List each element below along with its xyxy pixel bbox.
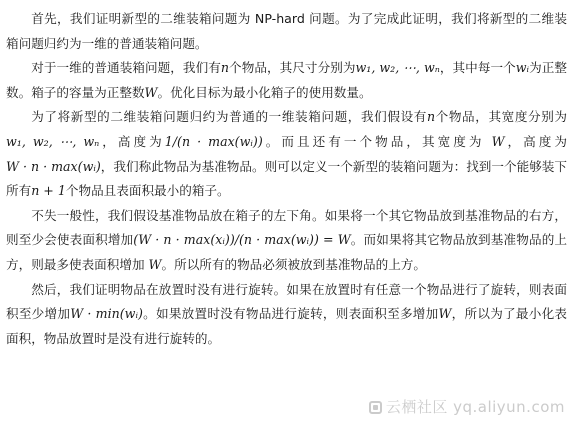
text-run: 不失一般性，我们假设基准物品放在箱子的左下角。如果将一个其它物品放到基准物品的右方，则至少会使表面积增加 [6,207,567,248]
math-expression: n + 1 [31,183,66,199]
watermark [369,396,565,417]
text-run: 。而且还有一个物品，其宽度为 [262,133,492,149]
text-run: 个物品，其尺寸分别为 [229,60,356,76]
text-run: ，高度为 [504,133,568,149]
math-expression: W [148,256,162,272]
text-run: 。而如果将其它物品放到基准物品的上方，则最多使表面积增加 [6,232,568,272]
math-expression: w₁, w₂, ⋯, wₙ [355,60,440,76]
text-run: 为了将新型的二维装箱问题归约为普通的一维装箱问题，我们假设有 [31,109,427,125]
math-expression: 1/(n · max(wᵢ)) [164,133,263,149]
math-expression: W · n · max(wᵢ) [6,158,101,174]
paragraph-1 [6,7,567,56]
text-run: 个物品且表面积最小的箱子。 [65,183,230,199]
math-expression: (W · n · max(xᵢ))/(n · max(wᵢ)) = W [133,232,351,248]
text-run: 为正整数。箱子的容量为正整数 [6,60,568,100]
text-run: ，所以为了最小化表面积，物品放置时是没有进行旋转的。 [6,306,568,346]
text-run: ，高度为 [99,133,165,149]
math-expression: W [144,84,158,100]
math-expression: n [426,109,436,125]
watermark-text: 云栖社区 yq.aliyun.com [385,398,565,416]
math-expression: W [438,306,452,322]
paragraph-3 [6,105,567,203]
paragraph-4 [6,204,567,278]
text-run: 然后，我们证明物品在放置时没有进行旋转。如果在放置时有任意一个物品进行了旋转，则表面积至少增加 [6,281,567,322]
text-run: ，其中每一个 [439,60,516,76]
paragraph-5 [6,278,567,352]
text-run: 个物品，其宽度分别为 [435,109,568,125]
text-run: 。优化目标为最小化箱子的使用数量。 [157,84,372,100]
text-run: ，我们称此物品为基准物品。则可以定义一个新型的装箱问题为：找到一个能够装下所有 [6,158,567,199]
math-expression: n [220,60,229,76]
math-expression: w₁, w₂, ⋯, wₙ [6,133,100,149]
math-expression: W · min(wᵢ) [70,306,143,322]
text-run: 对于一维的普通装箱问题，我们有 [31,60,221,76]
text-run: 。所以所有的物品必须被放到基准物品的上方。 [161,256,426,272]
text-run: 首先，我们证明新型的二维装箱问题为 NP-hard 问题。为了完成此证明，我们将新型的二维装箱问题归约为一维的普通装箱问题。 [6,11,567,51]
math-expression: W [491,133,505,149]
math-expression: wᵢ [515,60,530,76]
cloud-community-logo-icon [369,401,382,414]
text-run: 。如果放置时没有物品进行旋转，则表面积至多增加 [142,306,439,322]
paragraph-2 [6,56,567,105]
